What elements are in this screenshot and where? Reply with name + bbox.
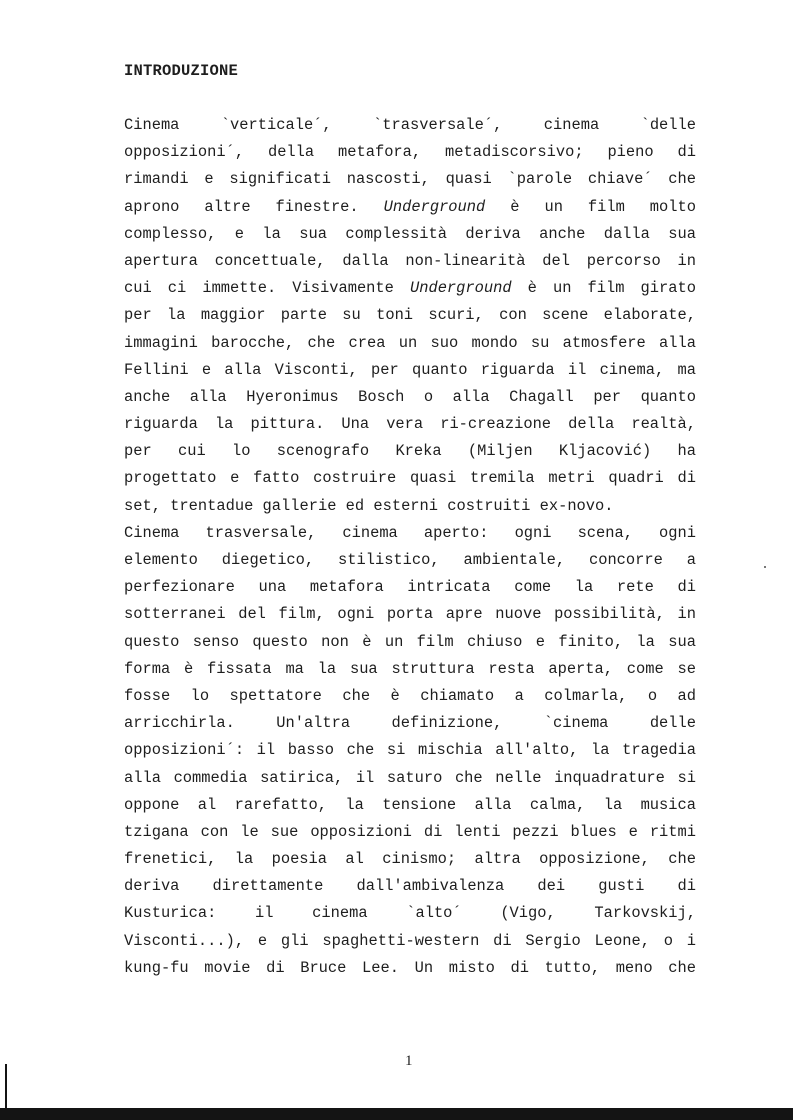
italic-film-title: Underground [409, 279, 512, 298]
text-line: alla commedia satirica, il saturo che nelle inquadrature si [124, 768, 696, 787]
scan-edge-left [5, 1064, 7, 1108]
text-line: per cui lo scenografo Kreka (Miljen Kljacović) ha [124, 442, 696, 461]
text-line: sotterranei del film, ogni porta apre nuove possibilità, in [124, 605, 696, 624]
text-line: Visconti...), e gli spaghetti-western di Sergio Leone, o i [124, 931, 696, 950]
text-line: Kusturica: il cinema `alto´ (Vigo, Tarkovskij, [124, 904, 696, 923]
text-line: forma è fissata ma la sua struttura resta aperta, come se [124, 659, 696, 678]
text-line: riguarda la pittura. Una vera ri-creazione della realtà, [124, 415, 696, 434]
text-line: progettato e fatto costruire quasi tremila metri quadri di [124, 469, 696, 488]
text-line: oppone al rarefatto, la tensione alla calma, la musica [124, 795, 696, 814]
text-line: rimandi e significati nascosti, quasi `parole chiave´ che [124, 170, 696, 189]
text-segment: è un film molto [510, 197, 696, 216]
text-line: kung-fu movie di Bruce Lee. Un misto di tutto, meno che [124, 958, 696, 977]
text-line: Cinema trasversale, cinema aperto: ogni scena, ogni [124, 523, 696, 542]
text-segment: aprono altre finestre. [124, 197, 359, 216]
text-line: fosse lo spettatore che è chiamato a colmarla, o ad [124, 686, 696, 705]
text-line: immagini barocche, che crea un suo mondo su atmosfere alla [124, 333, 696, 352]
text-line: anche alla Hyeronimus Bosch o alla Chagall per quanto [124, 387, 696, 406]
text-line: set, trentadue gallerie ed esterni costruiti ex-novo. [124, 496, 614, 515]
text-line: questo senso questo non è un film chiuso e finito, la sua [124, 632, 696, 651]
text-line: deriva direttamente dall'ambivalenza dei gusti di [124, 877, 696, 896]
text-segment: è un film girato [527, 279, 696, 298]
scan-edge-bottom [0, 1108, 793, 1120]
page-title: INTRODUZIONE [124, 62, 239, 80]
text-line: opposizioni´, della metafora, metadiscorsivo; pieno di [124, 143, 696, 162]
text-line: opposizioni´: il basso che si mischia all'alto, la tragedia [124, 741, 696, 760]
text-line: per la maggior parte su toni scuri, con scene elaborate, [124, 306, 696, 325]
text-line: complesso, e la sua complessità deriva anche dalla sua [124, 224, 696, 243]
text-line [124, 194, 696, 221]
text-line: elemento diegetico, stilistico, ambientale, concorre a [124, 551, 696, 569]
scan-speck [764, 566, 766, 568]
italic-film-title: Underground [383, 197, 486, 216]
text-line: Fellini e alla Visconti, per quanto riguarda il cinema, ma [124, 360, 696, 379]
text-line: apertura concettuale, dalla non-linearità del percorso in [124, 251, 696, 270]
text-line: tzigana con le sue opposizioni di lenti pezzi blues e ritmi [124, 822, 696, 841]
page-number: 1 [405, 1053, 413, 1069]
text-segment: cui ci immette. Visivamente [124, 279, 394, 298]
text-line: arricchirla. Un'altra definizione, `cinema delle [124, 714, 696, 733]
text-line: perfezionare una metafora intricata come la rete di [124, 578, 696, 597]
text-line: frenetici, la poesia al cinismo; altra opposizione, che [124, 850, 696, 869]
body-text [124, 112, 696, 982]
text-line: Cinema `verticale´, `trasversale´, cinema `delle [124, 116, 696, 134]
text-line [124, 275, 696, 302]
